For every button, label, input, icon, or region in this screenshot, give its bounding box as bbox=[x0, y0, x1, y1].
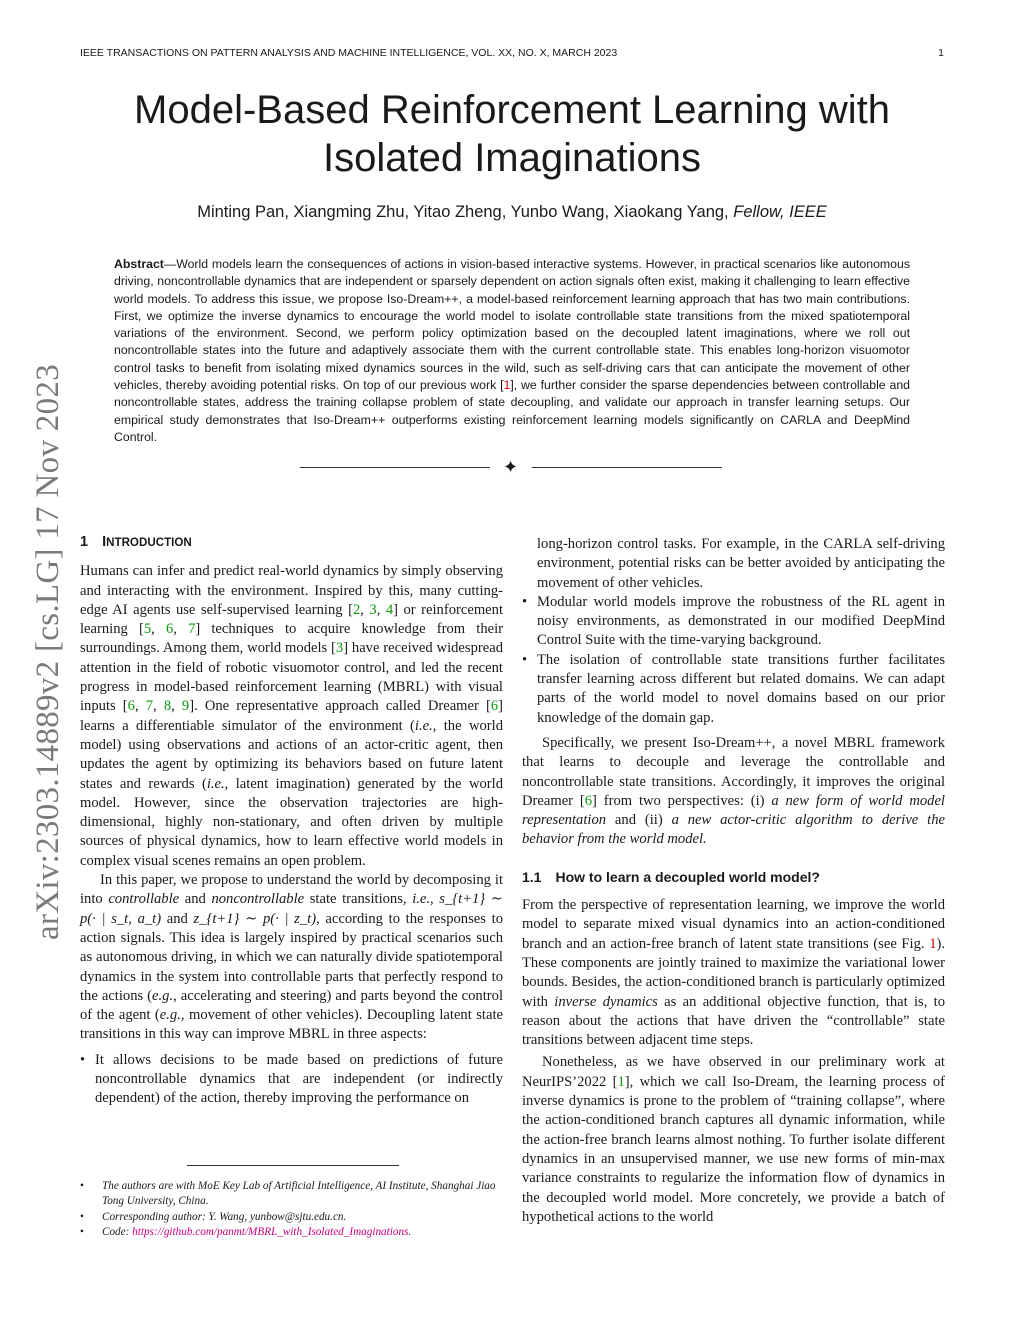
page-number: 1 bbox=[938, 47, 944, 59]
divider-rule-left bbox=[300, 467, 490, 468]
abstract-text-cont: ], we further consider the sparse dependencies between controllable and noncontrollable states, address the training collapse problem of state decoupling, and validate our approach in transfer learning setups. Our empirical study demonstrates that Iso-Dream++ outperforms existing reinforcement learning models significantly on CARLA and DeepMind Control. bbox=[114, 378, 910, 444]
citation-link[interactable]: 6 bbox=[165, 621, 174, 638]
paragraph: Humans can infer and predict real-world dynamics by simply observing and interacting with the environment. Inspired by this, many cutting-edge AI agents use self-supervised learning [2, 3, 4] or reinforcement learning [5, 6, 7] techniques to acquire knowledge from their surroundings. Among them, world models [3] have received widespread attention in the field of robotic visuomotor control, and led the recent progress in model-based reinforcement learning (MBRL) with visual inputs [6, 7, 8, 9]. One representative approach called Dreamer [6] learns a differentiable simulator of the environment (i.e., the world model) using observations and actions of an actor-critic agent, then updates the agent by optimizing its behaviors based on future latent states and rewards (i.e., latent imagination) generated by the world model. However, since the observation trajectories are high-dimensional, highly non-stationary, and often driven by multiple sources of physical dynamics, how to learn effective world models in complex visual scenes remains an open problem. bbox=[80, 563, 504, 869]
citation-link[interactable]: 7 bbox=[145, 698, 154, 715]
citation-link[interactable]: 9 bbox=[181, 698, 190, 715]
left-column bbox=[80, 533, 503, 1109]
citation-link[interactable]: 5 bbox=[143, 621, 152, 638]
bullet-icon: • bbox=[80, 1225, 84, 1238]
paragraph: From the perspective of representation learning, we improve the world model to separate mixed visual dynamics into an action-conditioned branch and an action-free branch of latent state transitions (see Fig. 1). These components are jointly trained to maximize the variational lower bounds. Besides, the action-conditioned branch is particularly optimized with inverse dynamics as an additional objective function, that is, to reason about the actions that have driven the “controllable” state transitions between adjacent time steps. bbox=[522, 897, 945, 1049]
citation-link[interactable]: 3 bbox=[369, 601, 377, 618]
right-column bbox=[522, 535, 945, 1227]
citation-link[interactable]: 1 bbox=[617, 1073, 625, 1090]
bullet-item: • The isolation of controllable state transitions further facilitates transfer learning across different but related domains. We can adapt parts of the world model to novel domains based on our prior knowledge of the domain gap. bbox=[522, 651, 945, 726]
paper-title bbox=[60, 86, 964, 182]
bullet-icon: • bbox=[522, 593, 528, 610]
abstract-text: —World models learn the consequences of actions in vision-based interactive systems. However, in practical scenarios like autonomous driving, noncontrollable dynamics that are independent or sparsely dependent on action signals often exist, making it challenging to learn effective world models. To address this issue, we propose Iso-Dream++, a model-based reinforcement learning approach that has two main contributions. First, we optimize the inverse dynamics to encourage the world model to isolate controllable state transitions from the mixed spatiotemporal variations of the environment. Second, we perform policy optimization based on the decoupled latent imaginations, where we roll out noncontrollable states into the future and adaptively associate them with the current controllable state. This enables long-horizon visuomotor control tasks to benefit from isolating mixed dynamics sources in the wild, such as self-driving cars that can anticipate the movement of other vehicles, thereby avoiding potential risks. On top of our previous work [ bbox=[114, 257, 910, 393]
author-fellow-suffix: Fellow, IEEE bbox=[733, 203, 827, 221]
footnote: • The authors are with MoE Key Lab of Artificial Intelligence, AI Institute, Shanghai Jiao Tong University, China. bbox=[80, 1180, 496, 1208]
section-title-initial: I bbox=[102, 534, 107, 550]
citation-link[interactable]: 6 bbox=[584, 792, 593, 809]
section-heading bbox=[80, 533, 503, 552]
divider-star-icon: ✦ bbox=[503, 457, 519, 477]
subsection-heading bbox=[522, 868, 945, 887]
figure-link[interactable]: 1 bbox=[929, 935, 937, 952]
citation-link[interactable]: 8 bbox=[163, 698, 172, 715]
section-title-rest: NTRODUCTION bbox=[106, 536, 192, 549]
bullet-icon: • bbox=[80, 1210, 84, 1223]
title-line-2: Isolated Imaginations bbox=[322, 136, 701, 180]
bullet-continuation: long-horizon control tasks. For example, in the CARLA self-driving environment, potential risks can be better avoided by anticipating the movement of other vehicles. bbox=[537, 536, 945, 591]
subsection-title: How to learn a decoupled world model? bbox=[555, 868, 820, 885]
paragraph: Specifically, we present Iso-Dream++, a novel MBRL framework that learns to decouple and leverage the controllable and noncontrollable state transitions. Accordingly, it improves the original Dreamer [6] from two perspectives: (i) a new form of world model representation and (ii) a new actor-critic algorithm to derive the behavior from the world model. bbox=[522, 734, 945, 848]
subsection-number: 1.1 bbox=[522, 868, 542, 885]
running-header: IEEE TRANSACTIONS ON PATTERN ANALYSIS AND MACHINE INTELLIGENCE, VOL. XX, NO. X, MARCH 2023 bbox=[80, 47, 618, 59]
citation-link[interactable]: 1 bbox=[503, 378, 511, 393]
citation-link[interactable]: 7 bbox=[188, 621, 196, 638]
paragraph: In this paper, we propose to understand the world by decomposing it into controllable and noncontrollable state transitions, i.e., s_{t+1} ∼ p(· | s_t, a_t) and z_{t+1} ∼ p(· | z_t), according to the responses to action signals. This idea is largely inspired by practical scenarios such as autonomous driving, in which we can naturally divide spatiotemporal dynamics in the system into controllable parts that perfectly respond to the actions (e.g., accelerating and steering) and parts beyond the control of the agent (e.g., movement of other vehicles). Decoupling latent state transitions in this way can improve MBRL in three aspects: bbox=[80, 872, 504, 1043]
author-list bbox=[60, 203, 964, 222]
math-expression: s_{t+1} ∼ p(· | s_t, a_t) bbox=[80, 891, 503, 927]
footnote: • Code: https://github.com/panmt/MBRL_with_Isolated_Imaginations. bbox=[80, 1225, 510, 1240]
bullet-icon: • bbox=[80, 1051, 86, 1068]
citation-link[interactable]: 6 bbox=[127, 698, 135, 715]
bullet-icon: • bbox=[80, 1180, 84, 1192]
citation-link[interactable]: 6 bbox=[490, 698, 499, 715]
title-line-1: Model-Based Reinforcement Learning with bbox=[134, 88, 890, 132]
math-expression: z_{t+1} ∼ p(· | z_t) bbox=[193, 910, 317, 927]
abstract-label: Abstract bbox=[114, 257, 164, 271]
section-number: 1 bbox=[80, 534, 89, 550]
citation-link[interactable]: 2 bbox=[352, 601, 361, 618]
divider-rule-right bbox=[532, 467, 722, 468]
citation-link[interactable]: 3 bbox=[335, 640, 344, 657]
abstract bbox=[114, 256, 910, 446]
paragraph: Nonetheless, as we have observed in our preliminary work at NeurIPS’2022 [1], which we call Iso-Dream, the learning process of inverse dynamics is prone to the problem of “training collapse”, where the action-conditioned branch captures all dynamic information, while the action-free branch learns almost nothing. To further isolate different dynamics in an unsupervised manner, we use new forms of min-max variance constraints to regularize the information flow of dynamics in the decoupled world model. More concretely, we provide a batch of hypothetical actions to the world bbox=[522, 1054, 945, 1225]
bullet-item: • Modular world models improve the robustness of the RL agent in noisy environments, as demonstrated in our modified DeepMind Control Suite with the time-varying background. bbox=[522, 593, 945, 649]
footnote: • Corresponding author: Y. Wang, yunbow@sjtu.edu.cn. bbox=[80, 1210, 510, 1225]
arxiv-identifier: arXiv:2303.14889v2 [cs.LG] 17 Nov 2023 bbox=[30, 364, 66, 940]
code-repository-link[interactable]: https://github.com/panmt/MBRL_with_Isolated_Imaginations bbox=[132, 1225, 409, 1238]
bullet-item: • It allows decisions to be made based on predictions of future noncontrollable dynamics that are independent (or indirectly dependent) of the action, thereby improving the performance on bbox=[80, 1051, 503, 1107]
footnote-rule bbox=[187, 1165, 399, 1166]
footnotes bbox=[80, 1179, 510, 1240]
citation-link[interactable]: 4 bbox=[385, 601, 394, 618]
abstract-divider bbox=[300, 458, 724, 478]
authors: Minting Pan, Xiangming Zhu, Yitao Zheng, Yunbo Wang, Xiaokang Yang, bbox=[197, 203, 734, 221]
bullet-icon: • bbox=[522, 651, 528, 668]
